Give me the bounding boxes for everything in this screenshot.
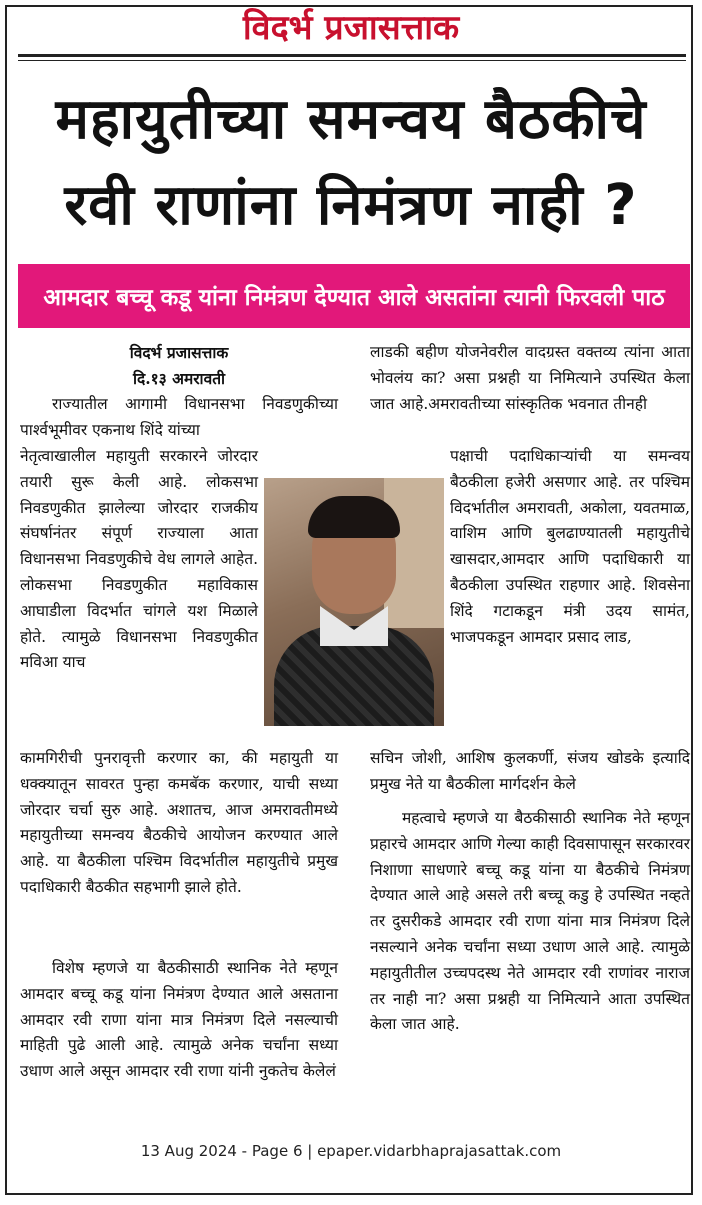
left-column-para1-full — [20, 392, 338, 444]
right-para2-text: महत्वाचे म्हणजे या बैठकीसाठी स्थानिक नेते म्हणून प्रहारचे आमदार आणि गेल्या काही दिवसापासून सरकारवर निशाणा साधणारे बच्चू कडू यांना या बैठकीचे निमंत्रण देण्यात आले आहे असले तरी बच्चू कडु हे उपस्थित नव्हते तर दुसरीकडे आमदार रवी राणा यांना मात्र निमंत्रण दिले नसल्याने अनेक चर्चांना सध्या उधाण आले आहे. त्यामुळे महायुतीतील उच्चपदस्थ नेते आमदार रवी राणांवर नाराज तर नाही ना? असा प्रश्नही या निमित्याने आता उपस्थित केला जात आहे. — [370, 809, 690, 1034]
headline-line-1: महायुतीच्या समन्वय बैठकीचे — [55, 87, 647, 152]
right-para1-narrow-text: पक्षाची पदाधिकाऱ्यांची या समन्वय बैठकीला हजेरी असणार आहे. तर पश्चिम विदर्भातील अमरावती, अकोला, यवतमाळ, वाशिम आणि बुलढाण्यातली महायुतीचे खासदार,आमदार आणि पदाधिकारी या बैठकीला उपस्थित राहणार आहे. शिवसेना शिंदे गटाकडून मंत्री उदय सामंत, भाजपकडून आमदार प्रसाद लाड, — [450, 447, 690, 646]
right-column-para1-narrow — [450, 444, 690, 650]
right-para1-full-text: लाडकी बहीण योजनेवरील वादग्रस्त वक्तव्य त्यांना आता भोवलंय का? असा प्रश्नही या निमित्याने उपस्थित केला जात आहे.अमरावतीच्या सांस्कृतिक भवनात तीनही — [370, 343, 690, 413]
masthead-rule — [18, 54, 686, 57]
subheadline-text: आमदार बच्चू कडू यांना निमंत्रण देण्यात आले असतांना त्यानी फिरवली पाठ — [43, 285, 665, 311]
headline-line-2: रवी राणांना निमंत्रण नाही ? — [64, 173, 638, 238]
right-column-para1-rest — [370, 746, 690, 798]
right-column-para2 — [370, 806, 690, 1038]
page-footer: 13 Aug 2024 - Page 6 | epaper.vidarbhaprajasattak.com — [140, 1142, 562, 1160]
masthead: विदर्भ प्रजासत्ताक — [242, 8, 460, 48]
left-column-para2 — [20, 956, 338, 1085]
byline — [20, 340, 338, 392]
left-para2-text: विशेष म्हणजे या बैठकीसाठी स्थानिक नेते म्हणून आमदार बच्चू कडू यांना निमंत्रण देण्यात आले असताना आमदार रवी राणा यांना मात्र निमंत्रण दिले नसल्याची माहिती पुढे आली आहे. त्यामुळे अनेक चर्चांना सध्या उधाण आले असून आमदार रवी राणा यांनी नुकतेच केलेलं — [20, 959, 338, 1081]
left-column-para1-narrow — [20, 444, 258, 676]
person-portrait-photo — [264, 478, 444, 726]
right-para1-rest-text: सचिन जोशी, आशिष कुलकर्णी, संजय खोडके इत्यादि प्रमुख नेते या बैठकीला मार्गदर्शन केले — [370, 749, 690, 793]
right-column-para1-full — [370, 340, 690, 417]
left-para1-narrow-text: नेतृत्वाखालील महायुती सरकारने जोरदार तयारी सुरू केली आहे. लोकसभा निवडणुकीत झालेल्या जोरदार राजकीय संघर्षानंतर संपूर्ण राज्याला आता विधानसभा निवडणुकीचे वेध लागले आहेत. लोकसभा निवडणुकीत महाविकास आघाडीला विदर्भात चांगले यश मिळाले होते. त्यामुळे विधानसभा निवडणुकीत मविआ याच — [20, 447, 258, 672]
byline-dateline: दि.१३ अमरावती — [132, 368, 226, 388]
masthead-rule-thin — [18, 60, 686, 61]
left-para1-full-text: राज्यातील आगामी विधानसभा निवडणुकीच्या पार्श्वभूमीवर एकनाथ शिंदे यांच्या — [20, 395, 338, 439]
left-column-para1-rest — [20, 746, 338, 901]
subheadline-banner — [18, 264, 690, 328]
byline-paper: विदर्भ प्रजासत्ताक — [129, 343, 229, 362]
left-para1-rest-text: कामगिरीची पुनरावृत्ती करणार का, की महायुती या धक्क्यातून सावरत पुन्हा कमबॅक करणार, याची सध्या जोरदार चर्चा सुरु आहे. अशातच, आज अमरावतीमध्ये महायुतीच्या समन्वय बैठकीचे आयोजन करण्यात आले आहे. या बैठकीला पश्चिम विदर्भातील महायुतीचे प्रमुख पदाधिकारी बैठकीत सहभागी झाले होते. — [20, 749, 338, 896]
